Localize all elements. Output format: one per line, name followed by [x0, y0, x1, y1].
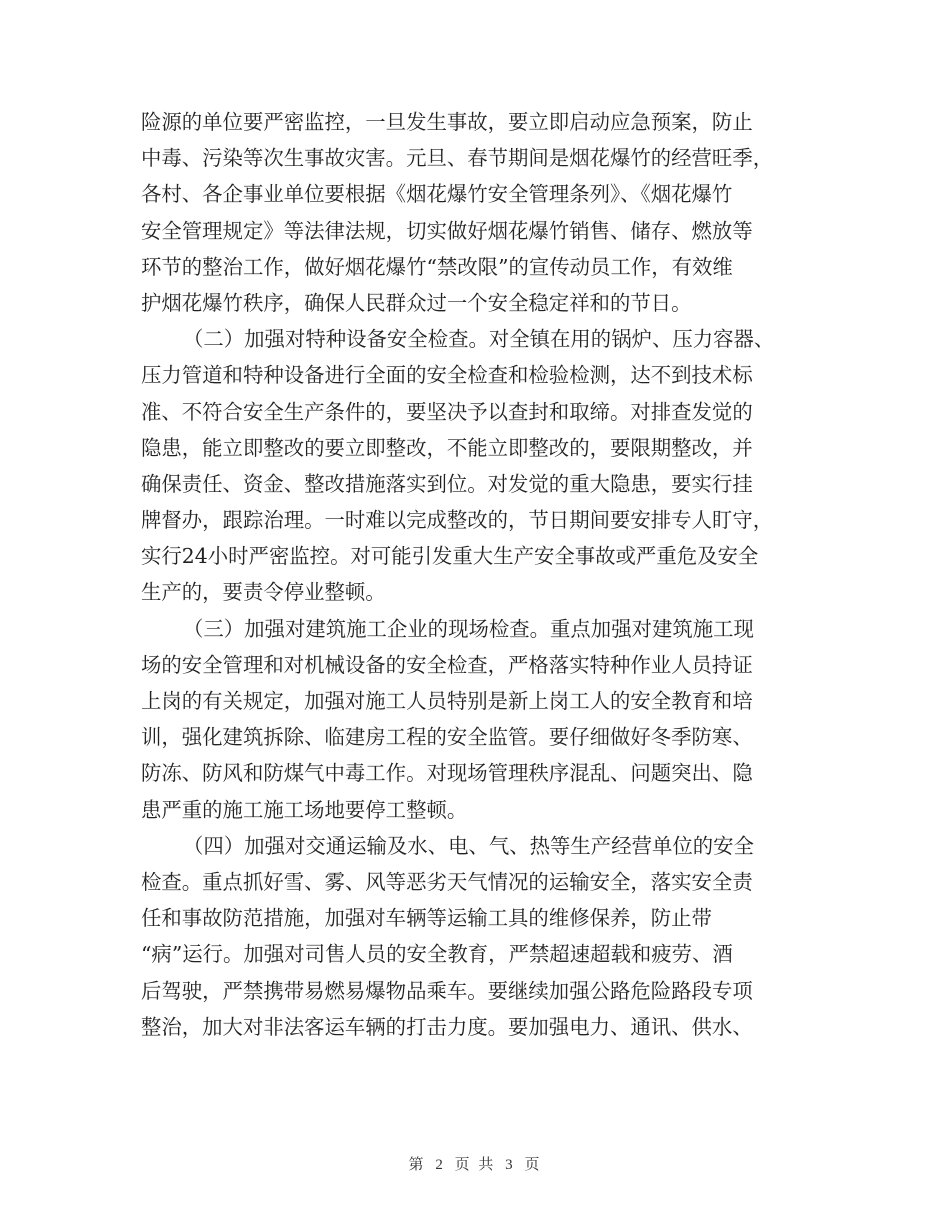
- text-line: 上岗的有关规定，加强对施工人员特别是新上岗工人的安全教育和培: [141, 689, 753, 713]
- text-line: “病”运行。加强对司售人员的安全教育，严禁超速超载和疲劳、酒: [141, 942, 733, 967]
- text-line: 安全管理规定》等法律法规，切实做好烟花爆竹销售、储存、燃放等: [141, 218, 753, 243]
- footer-suffix: 页: [524, 1155, 542, 1173]
- current-page-number: 2: [435, 1157, 445, 1173]
- paragraph-start-line: （三）加强对建筑施工企业的现场检查。重点加强对建筑施工现: [183, 616, 754, 641]
- text-line: 防冻、防风和防煤气中毒工作。对现场管理秩序混乱、问题突出、隐: [141, 761, 753, 786]
- text-line: 整治，加大对非法客运车辆的打击力度。要加强电力、通讯、供水、: [141, 1014, 753, 1039]
- text-line: 护烟花爆竹秩序，确保人民群众过一个安全稳定祥和的节日。: [141, 290, 692, 315]
- document-body: [141, 104, 813, 1045]
- text-line: 训，强化建筑拆除、临建房工程的安全监管。要仔细做好冬季防寒、: [141, 725, 753, 750]
- footer-prefix: 第: [408, 1155, 426, 1173]
- text-line: 实行24小时严密监控。对可能引发重大生产安全事故或严重危及安全: [141, 544, 759, 569]
- text-line: 任和事故防范措施，加强对车辆等运输工具的维修保养，防止带: [141, 906, 712, 931]
- page-footer: [0, 1153, 950, 1174]
- text-line: 后驾驶，严禁携带易燃易爆物品乘车。要继续加强公路危险路段专项: [141, 978, 753, 1003]
- text-line: 险源的单位要严密监控，一旦发生事故，要立即启动应急预案，防止: [141, 110, 753, 134]
- text-line: 生产的，要责令停业整顿。: [141, 580, 386, 605]
- paragraph-start-line: （二）加强对特种设备安全检查。对全镇在用的锅炉、压力容器、: [183, 327, 775, 352]
- paragraph-start-line: （四）加强对交通运输及水、电、气、热等生产经营单位的安全: [183, 833, 754, 858]
- text-line: 患严重的施工施工场地要停工整顿。: [141, 797, 468, 822]
- footer-middle: 页 共: [454, 1155, 496, 1173]
- text-line: 压力管道和特种设备进行全面的安全检查和检验检测，达不到技术标: [141, 363, 753, 388]
- text-line: 确保责任、资金、整改措施落实到位。对发觉的重大隐患，要实行挂: [141, 471, 753, 496]
- text-line: 环节的整治工作，做好烟花爆竹“禁改限”的宣传动员工作，有效维: [141, 254, 733, 279]
- total-page-count: 3: [505, 1157, 515, 1173]
- text-line: 准、不符合安全生产条件的，要坚决予以查封和取缔。对排查发觉的: [141, 399, 753, 424]
- text-line: 场的安全管理和对机械设备的安全检查，严格落实特种作业人员持证: [141, 652, 753, 677]
- text-line: 各村、各企事业单位要根据《烟花爆竹安全管理条列》、《烟花爆竹: [141, 182, 733, 207]
- text-line: 隐患，能立即整改的要立即整改，不能立即整改的，要限期整改，并: [141, 435, 753, 460]
- text-line: 牌督办，跟踪治理。一时难以完成整改的，节日期间要安排专人盯守，: [141, 508, 774, 533]
- text-line: 检查。重点抓好雪、雾、风等恶劣天气情况的运输安全，落实安全责: [141, 869, 753, 894]
- text-line: 中毒、污染等次生事故灾害。元旦、春节期间是烟花爆竹的经营旺季，: [141, 146, 774, 171]
